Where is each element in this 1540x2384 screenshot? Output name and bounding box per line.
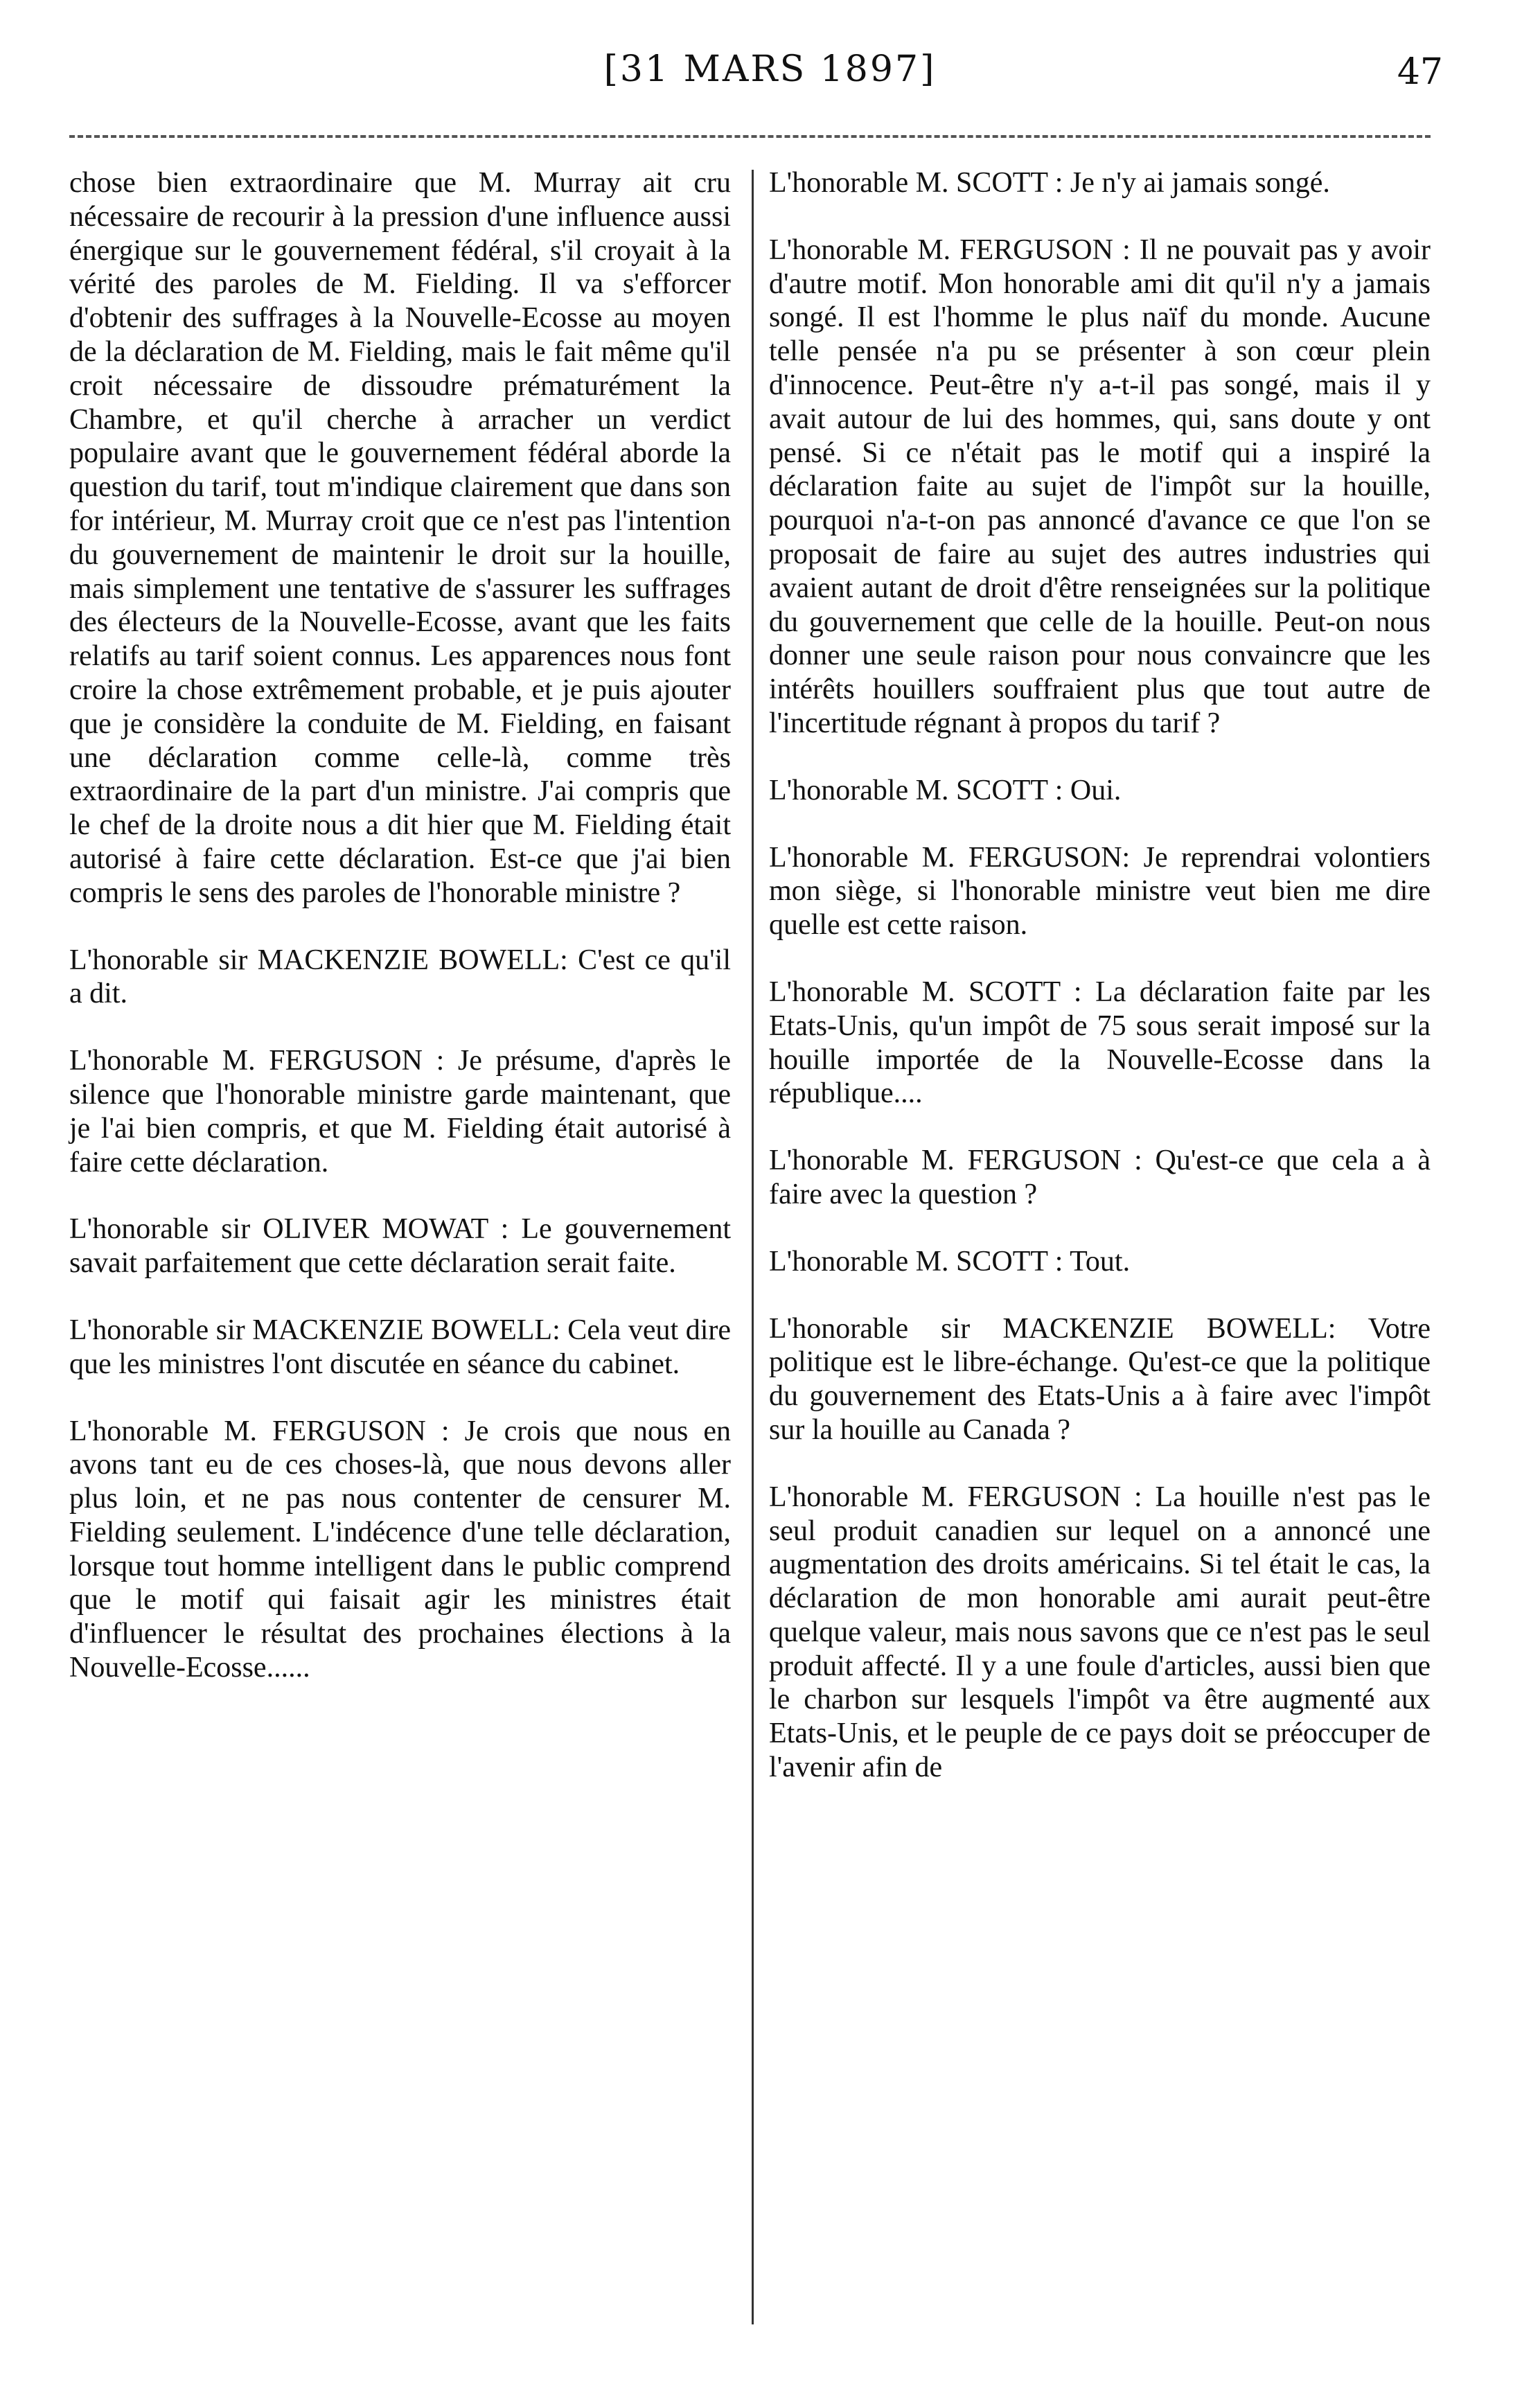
paragraph: L'honorable sir MACKENZIE BOWELL: Votre politique est le libre-échange. Qu'est-ce que la politique du gouvernement des Etats-Unis a à faire avec l'impôt sur la houille au Canada ? bbox=[769, 1312, 1431, 1446]
paragraph: L'honorable M. FERGUSON : Qu'est-ce que cela a à faire avec la question ? bbox=[769, 1145, 1431, 1210]
paragraph: L'honorable M. FERGUSON : Il ne pouvait pas y avoir d'autre motif. Mon honorable ami dit qu'il n'y a jamais songé. Il est l'homme le plus naïf du monde. Aucune telle pensée n'a pu se présenter à son cœur plein d'innocence. Peut-être n'y a-t-il pas songé, mais il y avait autour de lui des hommes, qui, sans doute y ont pensé. Si ce n'était pas le motif qui a inspiré la déclaration faite au sujet de l'impôt sur la houille, pourquoi n'a-t-on pas annoncé d'avance ce que l'on se proposait de faire au sujet des autres industries qui avaient autant de droit d'être renseignées sur la politique du gouvernement que celle de la houille. Peut-on nous donner une seule raison pour nous convaincre que les intérêts houillers souffraient plus que tout autre de l'incertitude régnant à propos du tarif ? bbox=[769, 233, 1431, 739]
paragraph: L'honorable M. SCOTT : La déclaration faite par les Etats-Unis, qu'un impôt de 75 sous serait imposé sur la houille importée de la Nouvelle-Ecosse dans la république.... bbox=[769, 975, 1431, 1110]
paragraph: L'honorable M. FERGUSON: Je reprendrai volontiers mon siège, si l'honorable ministre veut bien me dire quelle est cette raison. bbox=[769, 841, 1431, 942]
right-column bbox=[769, 166, 1431, 1818]
column-divider bbox=[752, 170, 754, 2324]
page-number: 47 bbox=[1397, 51, 1443, 93]
paragraph: L'honorable sir MACKENZIE BOWELL: Cela veut dire que les ministres l'ont discutée en séance du cabinet. bbox=[69, 1314, 731, 1380]
paragraph: L'honorable M. SCOTT : Je n'y ai jamais songé. bbox=[769, 167, 1330, 199]
paragraph: L'honorable sir MACKENZIE BOWELL: C'est ce qu'il a dit. bbox=[69, 944, 731, 1010]
paragraph: L'honorable M. SCOTT : Tout. bbox=[769, 1245, 1131, 1278]
paragraph: L'honorable M. FERGUSON : La houille n'est pas le seul produit canadien sur lequel on a annoncé une augmentation des droits américains. Si tel était le cas, la déclaration de mon honorable ami aurait peut-être quelque valeur, mais nous savons que ce n'est pas le seul produit affecté. Il y a une foule d'articles, aussi bien que le charbon sur lesquels l'impôt va être augmenté aux Etats-Unis, et le peuple de ce pays doit se préoccuper de l'avenir afin de bbox=[769, 1481, 1431, 1784]
header-rule bbox=[69, 135, 1431, 138]
header-date: [31 MARS 1897] bbox=[603, 48, 937, 90]
paragraph: chose bien extraordinaire que M. Murray ait cru nécessaire de recourir à la pression d'une influence aussi énergique sur le gouvernement fédéral, s'il croyait à la vérité des paroles de M. Fielding. Il va s'efforcer d'obtenir des suffrages à la Nouvelle-Ecosse au moyen de la déclaration de M. Fielding, mais le fait même qu'il croit nécessaire de dissoudre prématurément la Chambre, et qu'il cherche à arracher un verdict populaire avant que le gouvernement fédéral aborde la question du tarif, tout m'indique clairement que dans son for intérieur, M. Murray croit que ce n'est pas l'intention du gouvernement de maintenir le droit sur la houille, mais simplement une tentative de s'assurer les suffrages des électeurs de la Nouvelle-Ecosse, avant que les faits relatifs au tarif soient connus. Les apparences nous font croire la chose extrêmement probable, et je puis ajouter que je considère la conduite de M. Fielding, en faisant une déclaration comme celle-là, comme très extraordinaire de la part d'un ministre. J'ai compris que le chef de la droite nous a dit hier que M. Fielding était autorisé à faire cette déclaration. Est-ce que j'ai bien compris le sens des paroles de l'honorable ministre ? bbox=[69, 167, 731, 909]
paragraph: L'honorable sir OLIVER MOWAT : Le gouvernement savait parfaitement que cette déclaration serait faite. bbox=[69, 1213, 731, 1280]
paragraph: L'honorable M. FERGUSON : Je crois que nous en avons tant eu de ces choses-là, que nous devons aller plus loin, et ne pas nous contenter de censurer M. Fielding seulement. L'indécence d'une telle déclaration, lorsque tout homme intelligent dans le public comprend que le motif qui faisait agir les ministres était d'influencer le résultat des prochaines élections à la Nouvelle-Ecosse...... bbox=[69, 1415, 731, 1684]
left-column bbox=[69, 166, 731, 1718]
page-header bbox=[0, 48, 1540, 104]
paragraph: L'honorable M. SCOTT : Oui. bbox=[769, 774, 1122, 806]
paragraph: L'honorable M. FERGUSON : Je présume, d'après le silence que l'honorable ministre garde maintenant, que je l'ai bien compris, et que M. Fielding était autorisé à faire cette déclaration. bbox=[69, 1045, 731, 1178]
